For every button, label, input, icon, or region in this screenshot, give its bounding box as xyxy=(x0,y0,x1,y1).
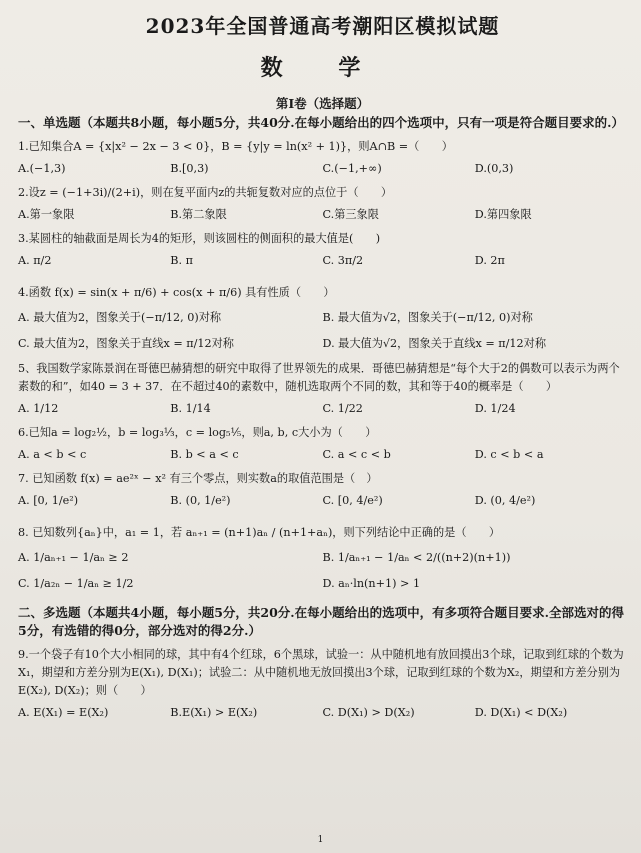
question-3-options xyxy=(18,252,627,270)
option-d: D. c < b < a xyxy=(474,448,544,461)
option-c: C. 1/a₂ₙ − 1/aₙ ≥ 1/2 xyxy=(18,577,134,590)
option-d: D. 最大值为√2，图象关于直线x = π/12对称 xyxy=(322,337,547,350)
option-c: C.(−1,+∞) xyxy=(322,162,382,175)
option-b: B. 最大值为√2，图象关于(−π/12, 0)对称 xyxy=(322,311,533,324)
option-d: D.第四象限 xyxy=(474,208,532,221)
question-1-options xyxy=(18,160,627,178)
option-a: A. π/2 xyxy=(18,254,52,267)
option-d: D. aₙ·ln(n+1) > 1 xyxy=(322,577,421,590)
subject-heading: 数 学 xyxy=(260,55,385,81)
option-b: B. (0, 1/e²) xyxy=(170,494,231,507)
section-multiple-choice: 二、多选题（本题共4小题，每小题5分，共20分.在每小题给出的选项中，有多项符合题目要求.全部选对的得5分，有选错的得0分，部分选对的得2分.） xyxy=(18,605,624,638)
option-c: C. D(X₁) > D(X₂) xyxy=(322,706,415,719)
section-single-choice: 一、单选题（本题共8小题，每小题5分，共40分.在每小题给出的四个选项中，只有一项是符合题目要求的.） xyxy=(18,115,624,130)
option-b: B. 1/14 xyxy=(170,402,211,415)
option-d: D. (0, 4/e²) xyxy=(474,494,536,507)
option-d: D. 1/24 xyxy=(474,402,516,415)
question-5-options xyxy=(18,400,627,418)
option-a: A. 最大值为2，图象关于(−π/12, 0)对称 xyxy=(18,311,222,324)
option-a: A. [0, 1/e²) xyxy=(18,494,79,507)
question-8-options-row2 xyxy=(18,574,627,594)
part-heading: 第Ⅰ卷（选择题） xyxy=(275,96,370,111)
option-c: C. a < c < b xyxy=(322,448,391,461)
option-a: A.(−1,3) xyxy=(18,162,66,175)
option-b: B.第二象限 xyxy=(170,208,227,221)
option-c: C. 1/22 xyxy=(322,402,363,415)
question-5-stem: 5、我国数学家陈景润在哥德巴赫猜想的研究中取得了世界领先的成果．哥德巴赫猜想是“每个大于2的偶数可以表示为两个素数的和”，如40 = 3 + 37．在不超过40的素数中，随机选取两个不同的数，其和等于40的概率是（ ） xyxy=(18,362,620,393)
question-3-stem: 3.某圆柱的轴截面是周长为4的矩形，则该圆柱的侧面积的最大值是( ) xyxy=(18,232,381,245)
question-8-options-row1 xyxy=(18,548,627,568)
question-8-stem: 8. 已知数列{aₙ}中，a₁ = 1，若 aₙ₊₁ = (n+1)aₙ / (n+1+aₙ)，则下列结论中正确的是（ ） xyxy=(18,526,501,539)
question-2-options xyxy=(18,206,627,224)
option-d: D. 2π xyxy=(474,254,505,267)
question-4-stem: 4.函数 f(x) = sin(x + π/6) + cos(x + π/6) 具有性质（ ） xyxy=(18,286,335,299)
option-d: D.(0,3) xyxy=(474,162,514,175)
question-1-stem: 1.已知集合A = {x|x² − 2x − 3 < 0}，B = {y|y = ln(x² + 1)}，则A∩B =（ ） xyxy=(18,140,453,153)
question-7-options xyxy=(18,492,627,510)
option-d: D. D(X₁) < D(X₂) xyxy=(474,706,568,719)
option-b: B. 1/aₙ₊₁ − 1/aₙ < 2/((n+2)(n+1)) xyxy=(322,551,511,564)
question-6-options xyxy=(18,446,627,464)
exam-title: 2023年全国普通高考潮阳区模拟试题 xyxy=(145,14,500,38)
option-c: C. 3π/2 xyxy=(322,254,364,267)
question-7-stem: 7. 已知函数 f(x) = ae²ˣ − x² 有三个零点，则实数a的取值范围是（ ） xyxy=(18,472,378,485)
option-a: A. 1/12 xyxy=(18,402,59,415)
question-6-stem: 6.已知a = log₂½，b = log₃⅓，c = log₅⅕，则a, b, c大小为（ ） xyxy=(18,426,377,439)
option-b: B. π xyxy=(170,254,193,267)
option-b: B. b < a < c xyxy=(170,448,239,461)
option-b: B.[0,3) xyxy=(170,162,209,175)
question-9-options xyxy=(18,704,627,722)
question-4-options-row2 xyxy=(18,334,627,354)
option-a: A.第一象限 xyxy=(18,208,75,221)
option-a: A. 1/aₙ₊₁ − 1/aₙ ≥ 2 xyxy=(18,551,129,564)
question-4-options-row1 xyxy=(18,308,627,328)
page-number: 1 xyxy=(317,835,324,845)
option-b: B.E(X₁) > E(X₂) xyxy=(170,706,258,719)
question-2-stem: 2.设z = (−1+3i)/(2+i)，则在复平面内z的共轭复数对应的点位于（ ） xyxy=(18,186,393,199)
option-c: C. 最大值为2，图象关于直线x = π/12对称 xyxy=(18,337,234,350)
question-9-stem: 9.一个袋子有10个大小相同的球，其中有4个红球，6个黑球，试验一：从中随机地有放回摸出3个球，记取到红球的个数为X₁，期望和方差分别为E(X₁), D(X₁)；试验二：从中随机地无放回摸出3个球，记取到红球的个数为X₂，期望和方差分别为E(X₂), D(X₂)；则（ ） xyxy=(18,648,624,697)
option-c: C.第三象限 xyxy=(322,208,379,221)
option-c: C. [0, 4/e²) xyxy=(322,494,383,507)
option-a: A. E(X₁) = E(X₂) xyxy=(18,706,109,719)
option-a: A. a < b < c xyxy=(18,448,87,461)
